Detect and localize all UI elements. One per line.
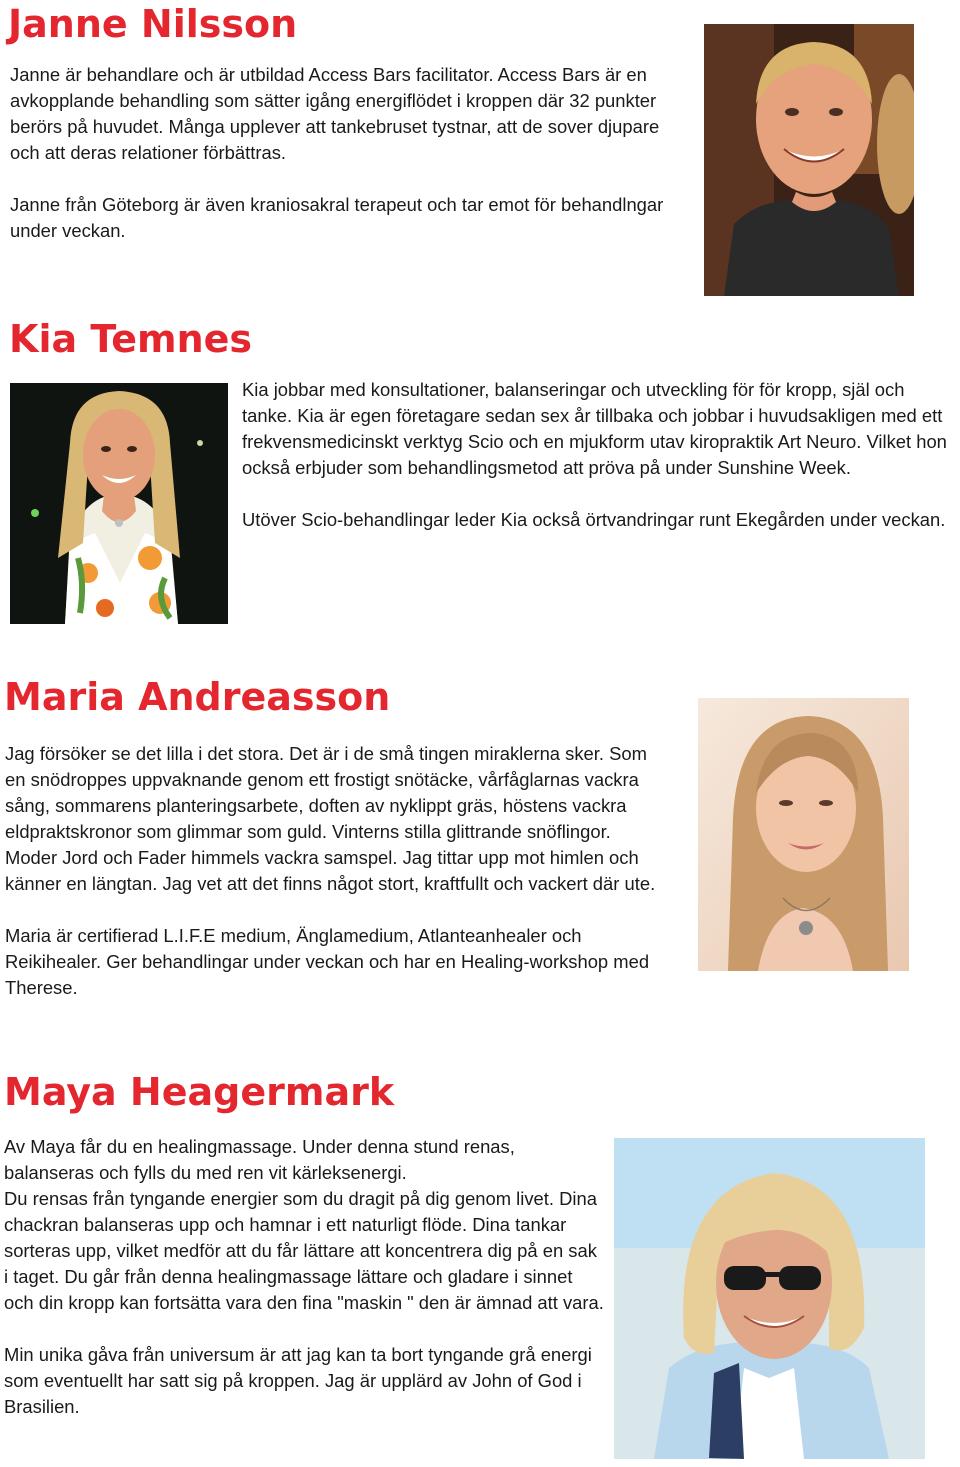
profile-paragraph: Janne är behandlare och är utbildad Access Bars facilitator. Access Bars är en avkopplande behandling som sätter igång energiflödet i kroppen där 32 punkter berörs på huvudet. Många upplever att tankebruset tystnar, att de sover djupare och att deras relationer förbättras. xyxy=(10,64,660,163)
portrait-man-image xyxy=(704,24,914,296)
profile-name: Maria Andreasson xyxy=(4,675,391,719)
portrait-woman-sunglasses-image xyxy=(614,1138,925,1459)
portrait-woman-long-hair-image xyxy=(698,698,909,971)
portrait-maria xyxy=(698,698,909,971)
profile-name: Kia Temnes xyxy=(9,317,253,361)
profile-name: Janne Nilsson xyxy=(8,2,298,46)
profile-paragraph: Du rensas från tyngande energier som du dragit på dig genom livet. Dina chackran balanseras upp och hamnar i ett naturligt flöde. Dina tankar sorteras upp, vilket medför att du får lättare att koncentrera dig på en sak i taget. Du går från denna healingmassage lättare och gladare i sinnet och din kropp kan fortsätta vara den fina "maskin " den är ämnad att vara. xyxy=(4,1188,604,1313)
profile-paragraph: Jag försöker se det lilla i det stora. Det är i de små tingen miraklerna sker. Som en snödroppes uppvaknande genom ett frostigt snötäcke, vårfåglarnas vackra sång, sommarens planteringsarbete, doften av nyklippt gräs, höstens vackra eldpraktskronor som glimmar som guld. Vinterns stilla glittrande snöflingor. Moder Jord och Fader himmels vackra samspel. Jag tittar upp mot himlen och känner en längtan. Jag vet att det finns något stort, kraftfullt och vackert där ute. xyxy=(5,743,656,894)
profile-paragraph: Maria är certifierad L.I.F.E medium, Änglamedium, Atlanteanhealer och Reikihealer. Ger behandlingar under veckan och har en Healing-workshop med Therese. xyxy=(5,925,650,998)
profile-text xyxy=(242,377,958,533)
portrait-janne xyxy=(704,24,914,296)
profile-text xyxy=(10,62,690,244)
profile-text xyxy=(4,1134,604,1420)
profile-paragraph: Min unika gåva från universum är att jag kan ta bort tyngande grå energi som eventuellt har satt sig på kroppen. Jag är upplärd av John of God i Brasilien. xyxy=(4,1344,592,1417)
profile-paragraph: Kia jobbar med konsultationer, balanseringar och utveckling för för kropp, själ och tanke. Kia är egen företagare sedan sex år tillbaka och jobbar i huvudsakligen med ett frekvensmedicinskt verktyg Scio och en mjukform utav kiropraktik Art Neuro. Vilket hon också erbjuder som behandlingsmetod att pröva på under Sunshine Week. xyxy=(242,379,947,478)
profile-paragraph: Utöver Scio-behandlingar leder Kia också örtvandringar runt Ekegården under veckan. xyxy=(242,509,946,530)
profile-paragraph: Janne från Göteborg är även kraniosakral terapeut och tar emot för behandlngar under veckan. xyxy=(10,194,664,241)
portrait-maya xyxy=(614,1138,925,1459)
portrait-woman-floral-image xyxy=(10,383,228,624)
portrait-kia xyxy=(10,383,228,624)
profile-paragraph: Av Maya får du en healingmassage. Under denna stund renas, balanseras och fylls du med ren vit kärleksenergi. xyxy=(4,1136,515,1183)
profile-text xyxy=(5,741,660,1001)
profile-name: Maya Heagermark xyxy=(4,1070,395,1114)
